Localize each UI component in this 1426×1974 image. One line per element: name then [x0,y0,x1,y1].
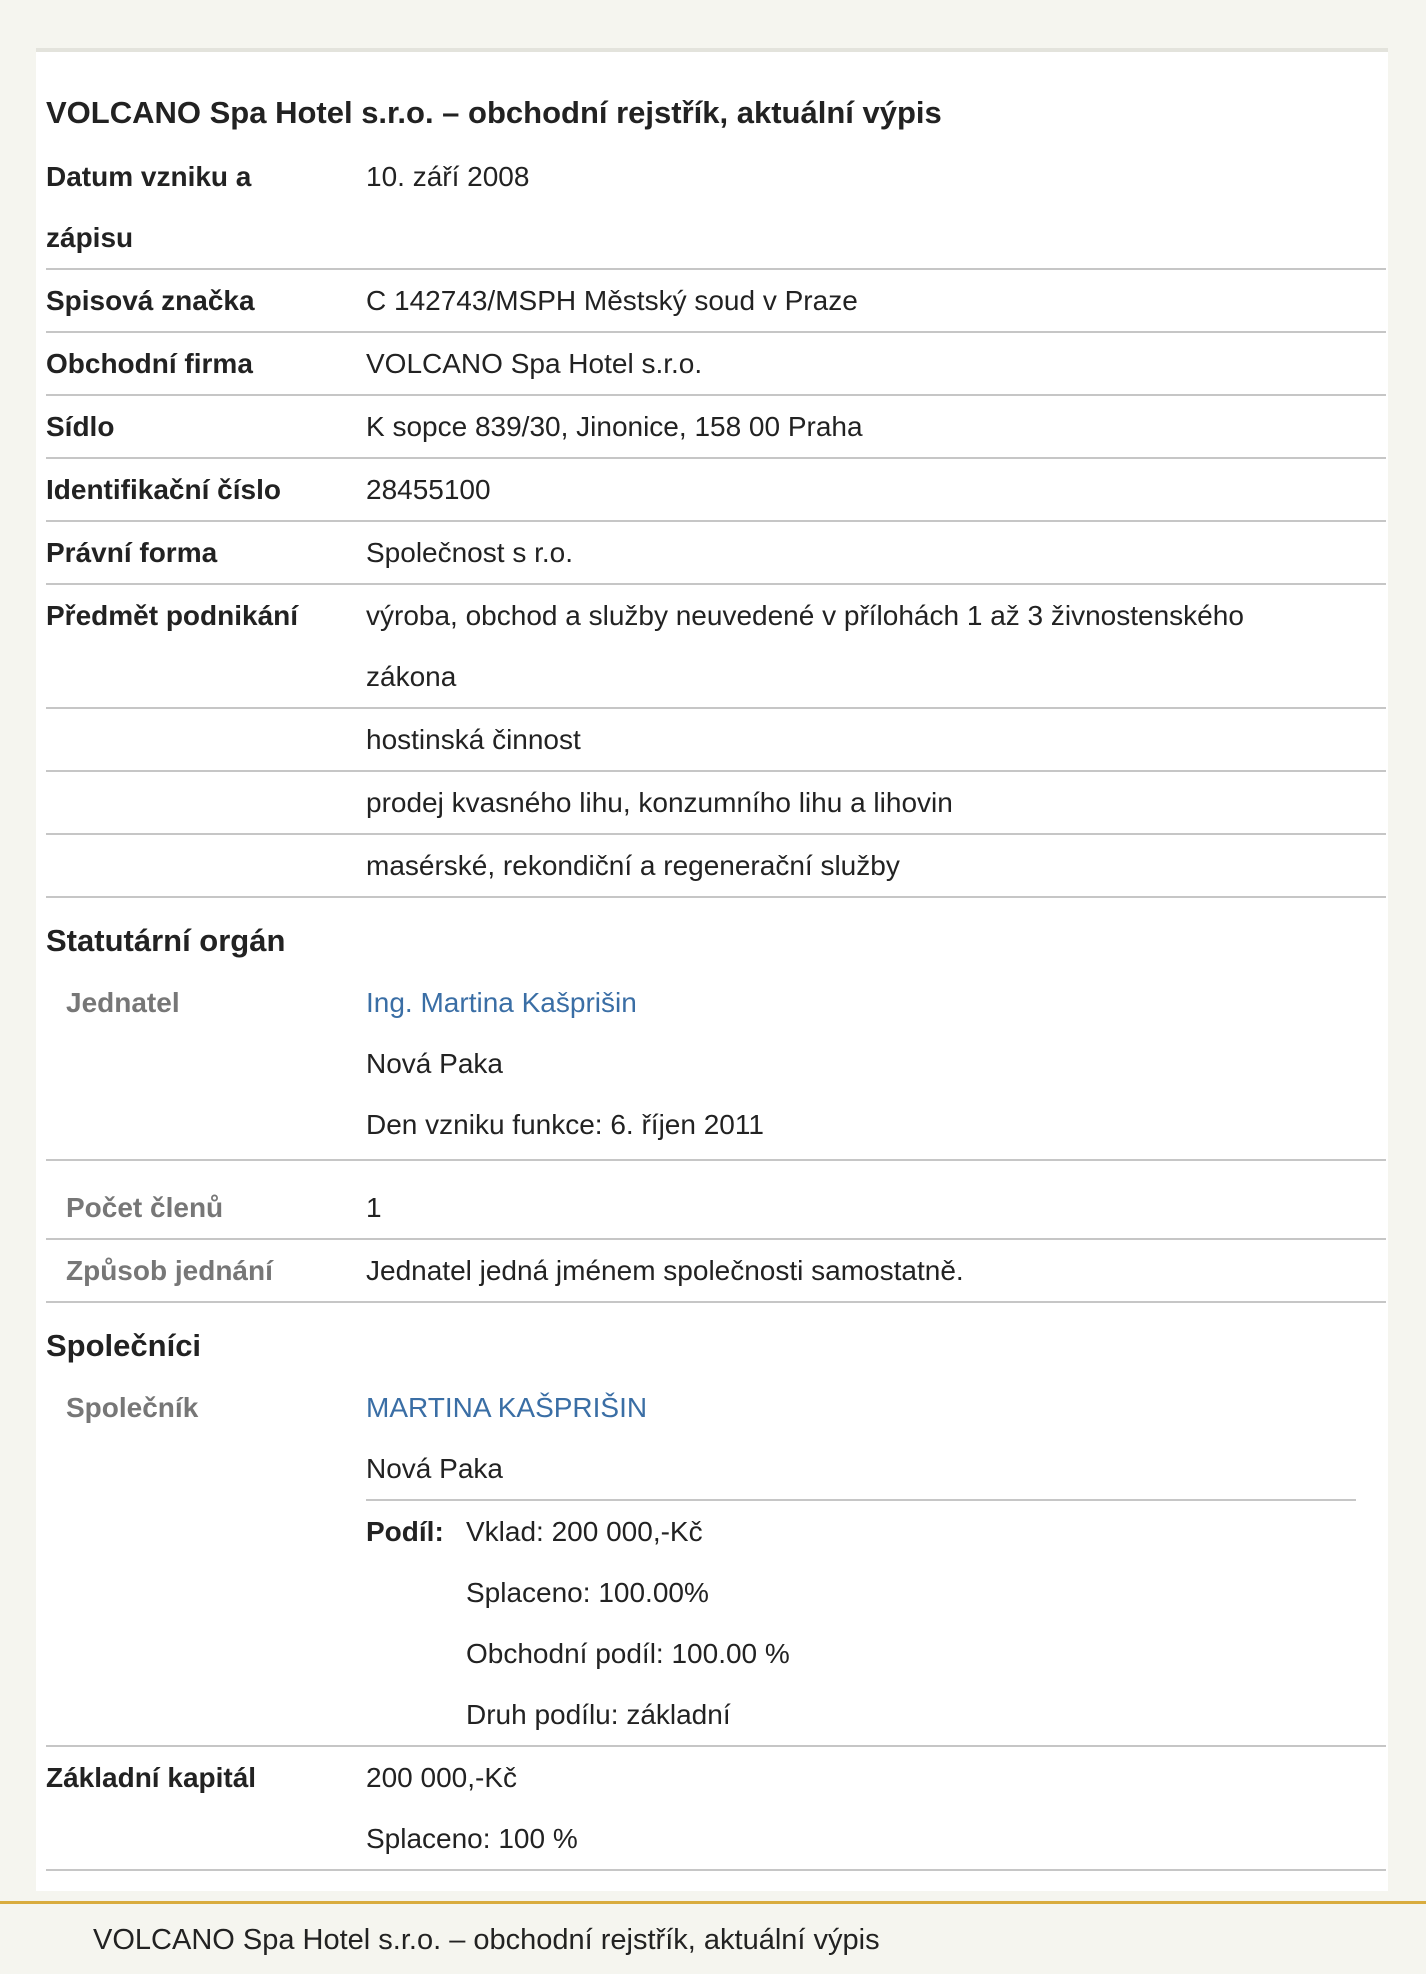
label-obchodni-firma: Obchodní firma [46,348,253,379]
row-spolecnik [46,1377,1386,1747]
register-card [36,48,1388,1891]
row-predmet-3 [46,772,1386,835]
label-jednatel: Jednatel [66,987,180,1018]
kapital-value: 200 000,-Kč [366,1762,517,1793]
podil-vklad: Vklad: 200 000,-Kč [466,1516,703,1547]
value-zakladni-kapital [366,1747,1386,1869]
row-predmet-4 [46,835,1386,898]
value-obchodni-firma: VOLCANO Spa Hotel s.r.o. [366,348,703,379]
predmet-line-2: zákona [366,661,457,692]
label-ico: Identifikační číslo [46,474,281,505]
value-pocet-clenu: 1 [366,1192,382,1223]
label-zpusob-jednani: Způsob jednání [66,1255,273,1286]
spolecnik-name-link[interactable]: MARTINA KAŠPRIŠIN [366,1392,648,1423]
value-pravni-forma: Společnost s r.o. [366,537,574,568]
label-sidlo: Sídlo [46,411,115,442]
row-obchodni-firma [46,333,1386,396]
value-ico: 28455100 [366,474,491,505]
label-pravni-forma: Právní forma [46,537,218,568]
row-predmet-2 [46,709,1386,772]
value-predmet-item-2: hostinská činnost [366,724,581,755]
value-spisova-znacka: C 142743/MSPH Městský soud v Praze [366,285,858,316]
section-statutarni-organ: Statutární orgán [46,923,286,958]
podil-splaceno: Splaceno: 100.00% [466,1577,709,1608]
value-spolecnik [366,1377,1386,1745]
spolecnik-city: Nová Paka [366,1453,503,1484]
podil-block [366,1499,1356,1745]
label-spisova-znacka: Spisová značka [46,285,255,316]
label-datum-line1: Datum vzniku a [46,161,252,192]
value-sidlo: K sopce 839/30, Jinonice, 158 00 Praha [366,411,863,442]
predmet-line-1: výroba, obchod a služby neuvedené v přílohách 1 až 3 živnostenského [366,600,1244,631]
jednatel-city: Nová Paka [366,1048,503,1079]
value-zpusob-jednani: Jednatel jedná jménem společnosti samostatně. [366,1255,964,1286]
row-datum-vzniku [46,146,1386,270]
kapital-splaceno: Splaceno: 100 % [366,1823,578,1854]
jednatel-funkce: Den vzniku funkce: 6. říjen 2011 [366,1109,764,1140]
row-predmet-podnikani [46,585,1386,709]
label-pocet-clenu: Počet členů [66,1192,224,1223]
podil-druh: Druh podílu: základní [466,1699,731,1730]
podil-label: Podíl: [366,1516,444,1547]
label-empty [46,835,366,896]
register-content [46,92,1386,1871]
label-empty [46,709,366,770]
label-datum-vzniku [46,146,366,268]
value-predmet-item-1 [366,585,1386,707]
podil-obchodni: Obchodní podíl: 100.00 % [466,1638,790,1669]
section-spolecnici: Společníci [46,1328,202,1363]
row-pocet-clenu [46,1161,1386,1240]
label-spolecnik: Společník [66,1392,199,1423]
label-zakladni-kapital: Základní kapitál [46,1762,257,1793]
jednatel-name-link[interactable]: Ing. Martina Kašprišin [366,987,637,1018]
page-title: VOLCANO Spa Hotel s.r.o. – obchodní rejstřík, aktuální výpis [46,95,942,130]
label-empty [46,772,366,833]
row-sidlo [46,396,1386,459]
label-datum-line2: zápisu [46,222,134,253]
label-predmet-podnikani: Předmět podnikání [46,600,299,631]
row-zakladni-kapital [46,1747,1386,1871]
page-footer [0,1901,1426,1974]
row-zpusob-jednani [46,1240,1386,1303]
row-spisova-znacka [46,270,1386,333]
podil-values [466,1501,790,1745]
row-ico [46,459,1386,522]
footer-title: VOLCANO Spa Hotel s.r.o. – obchodní rejstřík, aktuální výpis [93,1924,880,1956]
row-jednatel [46,972,1386,1161]
value-jednatel [366,972,1386,1155]
value-predmet-item-3: prodej kvasného lihu, konzumního lihu a lihovin [366,787,953,818]
row-pravni-forma [46,522,1386,585]
value-predmet-item-4: masérské, rekondiční a regenerační služby [366,850,900,881]
value-datum-vzniku: 10. září 2008 [366,161,530,192]
